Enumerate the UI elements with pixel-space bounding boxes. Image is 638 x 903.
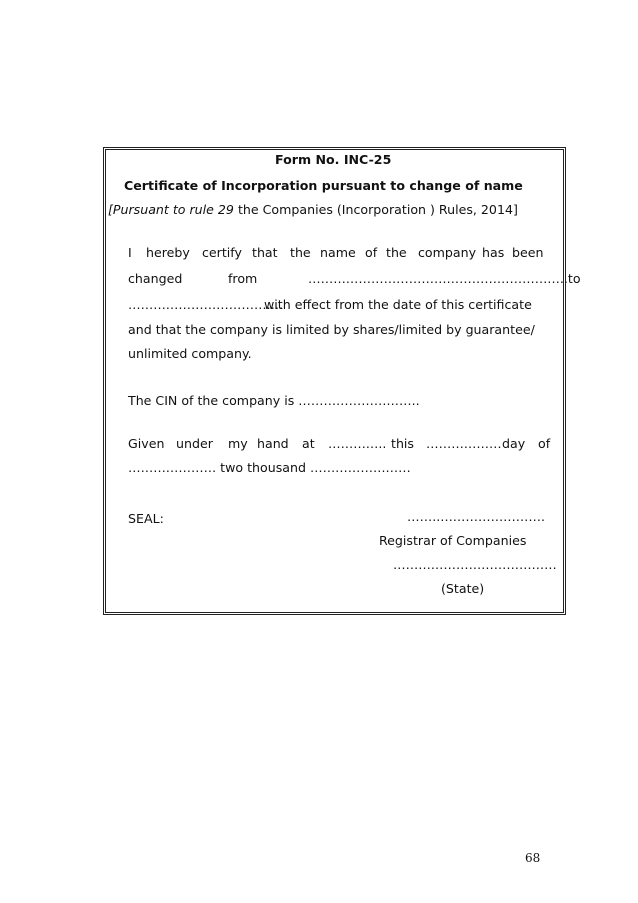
given-date-blank: ………….. bbox=[328, 436, 387, 451]
body-changed: changed bbox=[128, 271, 183, 286]
given-w3: my bbox=[228, 436, 248, 451]
body-new-name-blank: ………………………………. bbox=[128, 297, 284, 312]
body-w5: the bbox=[290, 245, 311, 260]
given-w1: Given bbox=[128, 436, 165, 451]
body-w1: I bbox=[128, 245, 132, 260]
body-w8: the bbox=[386, 245, 407, 260]
body-w11: been bbox=[512, 245, 544, 260]
given-w5: at bbox=[302, 436, 315, 451]
given-w8: of bbox=[538, 436, 551, 451]
body-w4: that bbox=[252, 245, 278, 260]
state-label: (State) bbox=[441, 581, 485, 596]
rule-reference-rest: the Companies (Incorporation ) Rules, 2014] bbox=[233, 202, 518, 217]
body-w9: company bbox=[418, 245, 477, 260]
certificate-title: Certificate of Incorporation pursuant to change of name bbox=[124, 178, 523, 193]
given-w2: under bbox=[176, 436, 213, 451]
given-w7: day bbox=[502, 436, 526, 451]
given-day-blank: ……………… bbox=[426, 436, 502, 451]
cin-line: The CIN of the company is ……………………….. bbox=[128, 393, 420, 408]
seal-label: SEAL: bbox=[128, 511, 164, 526]
registrar-label: Registrar of Companies bbox=[379, 533, 527, 548]
given-w6: this bbox=[391, 436, 414, 451]
place-blank: ………………………………… bbox=[393, 557, 557, 572]
body-old-name-blank: ……………………………………………………..to bbox=[308, 271, 581, 286]
given-year-line: ………………… two thousand …………………… bbox=[128, 460, 411, 475]
given-w4: hand bbox=[257, 436, 289, 451]
body-w2: hereby bbox=[146, 245, 190, 260]
signature-blank: ……..……………………. bbox=[407, 509, 545, 524]
body-w6: name bbox=[320, 245, 356, 260]
body-w3: certify bbox=[202, 245, 242, 260]
body-unlimited-text: unlimited company. bbox=[128, 346, 252, 361]
body-effect-text: with effect from the date of this certificate bbox=[264, 297, 532, 312]
body-w7: of bbox=[365, 245, 378, 260]
body-from: from bbox=[228, 271, 258, 286]
rule-reference bbox=[108, 202, 518, 218]
page-number: 68 bbox=[525, 851, 541, 865]
rule-reference-italic: [Pursuant to rule 29 bbox=[108, 202, 234, 217]
body-w10: has bbox=[482, 245, 505, 260]
form-number: Form No. INC-25 bbox=[275, 152, 392, 167]
body-liability-text: and that the company is limited by shares/limited by guarantee/ bbox=[128, 322, 535, 337]
